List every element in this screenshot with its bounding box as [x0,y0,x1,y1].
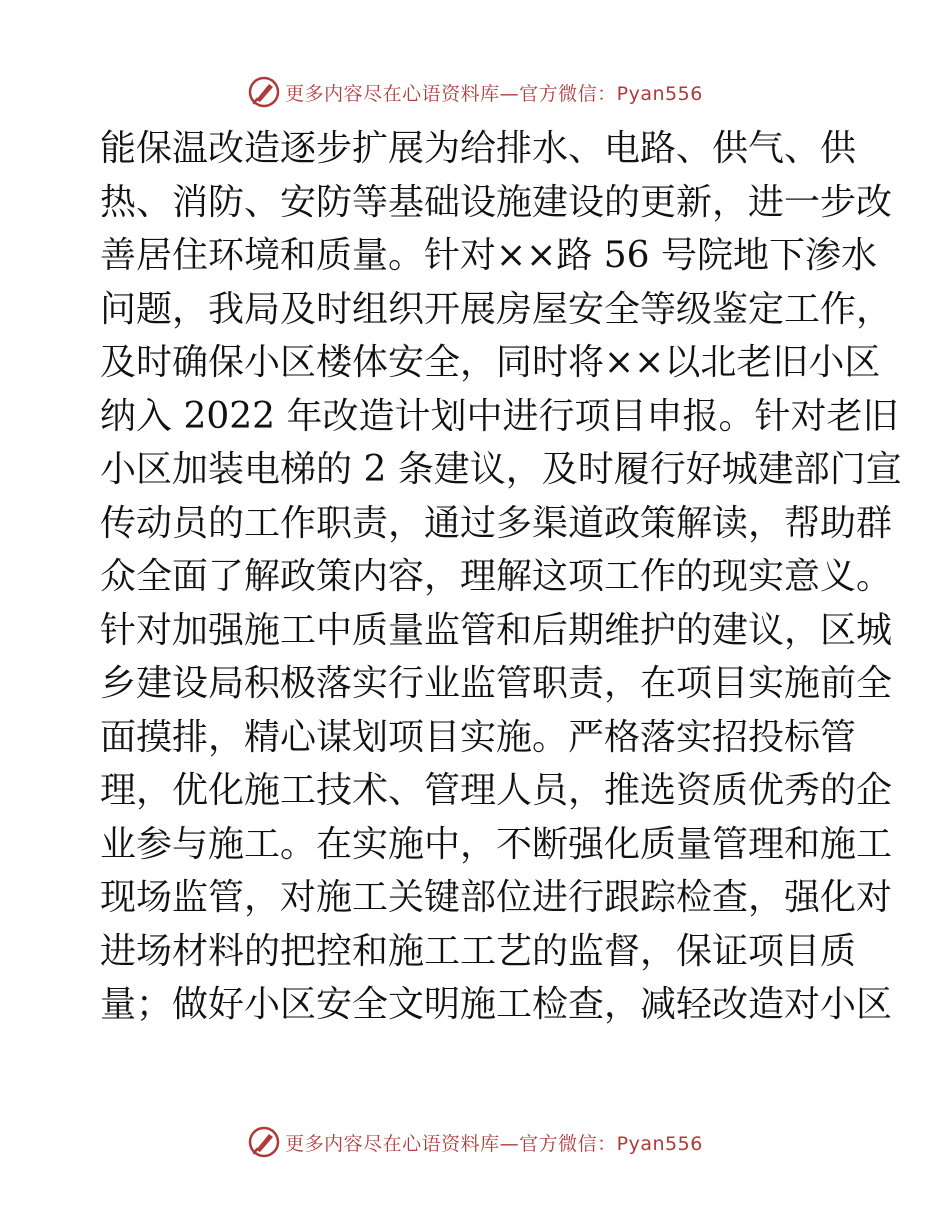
body-line: 理，优化施工技术、管理人员，推选资质优秀的企 [100,770,893,811]
body-line: 善居住环境和质量。针对××路 56 号院地下渗水 [100,235,878,276]
document-body [100,122,902,1032]
body-line: 业参与施工。在实施中，不断强化质量管理和施工 [100,823,893,865]
body-line: 传动员的工作职责，通过多渠道政策解读，帮助群 [100,502,893,544]
body-line: 纳入 2022 年改造计划中进行项目申报。针对老旧 [100,395,899,437]
header-banner-text: 更多内容尽在心语资料库—官方微信：Pyan556 [285,82,703,105]
body-line: 进场材料的把控和施工工艺的监督，保证项目质 [100,930,857,972]
body-line: 针对加强施工中质量监管和后期维护的建议，区城 [100,609,893,651]
quill-pen-logo-icon [247,1125,281,1159]
body-line: 及时确保小区楼体安全，同时将××以北老旧小区 [100,342,881,383]
quill-pen-logo-icon [247,75,281,109]
body-line: 量；做好小区安全文明施工检查，减轻改造对小区 [100,984,893,1025]
body-line: 小区加装电梯的 2 条建议，及时履行好城建部门宣 [100,449,902,490]
header-watermark-banner [0,72,950,112]
body-line: 现场监管，对施工关键部位进行跟踪检查，强化对 [100,877,893,918]
body-line: 面摸排，精心谋划项目实施。严格落实招投标管 [100,716,857,758]
body-line: 热、消防、安防等基础设施建设的更新，进一步改 [100,181,893,223]
body-line: 能保温改造逐步扩展为给排水、电路、供气、供 [100,128,857,169]
footer-watermark-banner [0,1122,950,1162]
body-line: 众全面了解政策内容，理解这项工作的现实意义。 [100,556,893,597]
body-line: 乡建设局积极落实行业监管职责，在项目实施前全 [100,663,893,704]
footer-banner-text: 更多内容尽在心语资料库—官方微信：Pyan556 [285,1132,703,1155]
body-line: 问题，我局及时组织开展房屋安全等级鉴定工作， [100,288,893,330]
